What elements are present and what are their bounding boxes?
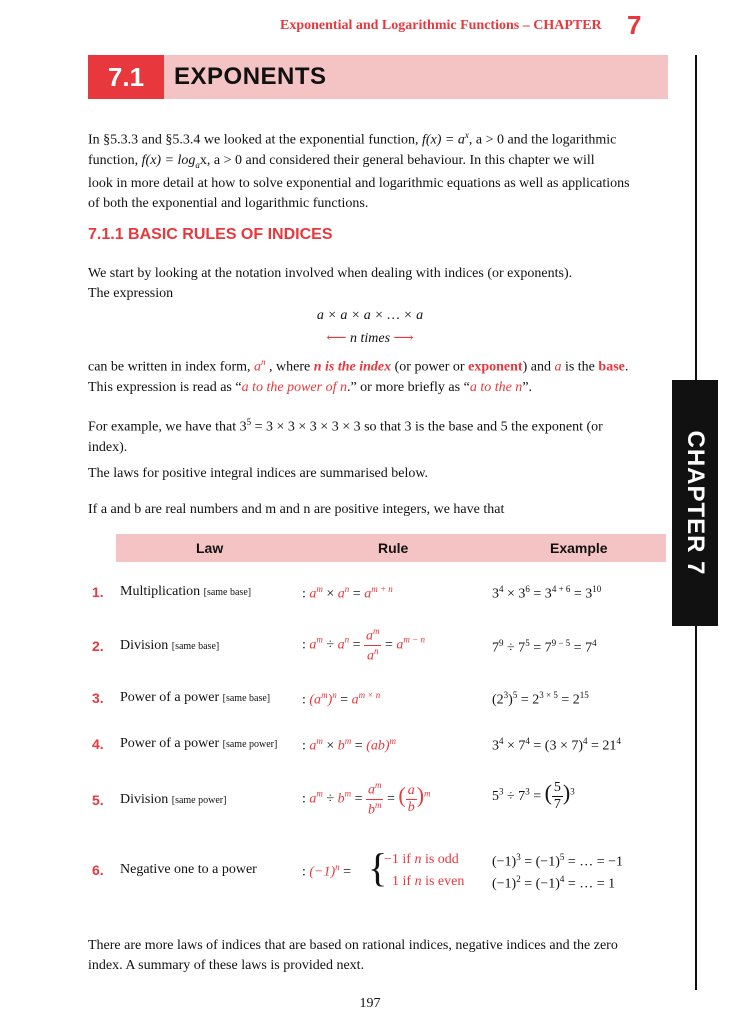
law-rule: : $(a^m)^n = a^{m \times n}$: [302, 690, 381, 708]
closing-paragraph: There are more laws of indices that are based on rational indices, negative indices and the zero index. A summary of these laws is provided next.: [88, 938, 618, 973]
section-number: 7.1: [88, 55, 164, 99]
law-rule: : $a^m \times a^n = a^{m + n}$: [302, 584, 393, 602]
page-number: 197: [359, 996, 381, 1011]
subsection-title: 7.1.1 BASIC RULES OF INDICES: [88, 226, 333, 243]
header-rule: Rule: [378, 540, 409, 556]
row-number: 1.: [92, 584, 104, 600]
index-form-paragraph: can be written in index form, $a^n$ , where n is the index (or power or exponent) and a is the base. This expression is read as “a to the power of n.” or more briefly as “a to the n”.: [88, 357, 629, 395]
table-header: [116, 534, 666, 562]
repeated-product-expression: a × a × a × … × a: [316, 308, 424, 323]
law-rule: : $a^m \div b^m$ = $\frac{a^m}{b^m}$ = ( $\frac{a}{b}$ )$^m$: [302, 780, 431, 818]
law-name: Division [same base]: [120, 638, 220, 653]
header-law: Law: [196, 540, 224, 556]
n-times-label: ⟵ n times ⟶: [326, 331, 414, 346]
piecewise-case-odd: −1 if n is odd: [384, 852, 459, 867]
header-example: Example: [550, 540, 608, 556]
law-example: $7^9 \div 7^5 = 7^{9 - 5} = 7^4$: [492, 638, 597, 656]
row-number: 3.: [92, 690, 104, 706]
running-header: [280, 18, 602, 34]
notation-paragraph: We start by looking at the notation involved when dealing with indices (or exponents). The expression: [88, 266, 573, 301]
law-name: Multiplication [same base]: [120, 584, 252, 599]
row-number: 2.: [92, 638, 104, 654]
chapter-side-tab-label: CHAPTER 7: [682, 430, 709, 576]
laws-intro: The laws for positive integral indices are summarised below.: [88, 466, 429, 481]
law-name: Negative one to a power: [120, 862, 257, 877]
law-example: $(-1)^3 = (-1)^5$ = … = −1: [492, 852, 624, 870]
row-number: 6.: [92, 862, 104, 878]
laws-condition: If a and b are real numbers and m and n are positive integers, we have that: [88, 502, 505, 517]
section-title: EXPONENTS: [174, 63, 327, 90]
law-example: $3^4 \times 3^6 = 3^{4 + 6} = 3^{10}$: [492, 584, 602, 602]
law-rule: : $a^m \times b^m = (ab)^m$: [302, 736, 397, 754]
intro-paragraph: In §5.3.3 and §5.3.4 we looked at the exponential function, $f(x) = a^x$, a > 0 and the logarithmic function, $f(x) = \log_ax$, a > 0 and considered their general behaviour. In this chapter we will look in more detail at how to solve exponential and logarithmic equations as well as applications of both the exponential and logarithmic functions.: [88, 130, 630, 212]
law-example: $3^4 \times 7^4 = (3 \times 7)^4 = 21^4$: [492, 736, 621, 754]
law-example: $(2^3)^5 = 2^{3 \times 5} = 2^{15}$: [492, 690, 589, 708]
row-number: 4.: [92, 736, 104, 752]
law-rule: : $(-1)^n$ =: [302, 862, 352, 880]
law-example: $(-1)^2 = (-1)^4$ = … = 1: [492, 874, 616, 892]
running-header-chapter-number: 7: [627, 10, 642, 40]
law-name: Power of a power [same power]: [120, 736, 278, 751]
row-number: 5.: [92, 792, 104, 808]
example-paragraph: For example, we have that $3^5 = 3 \times 3 \times 3 \times 3 \times 3$ so that 3 is the base and 5 the exponent (or index).: [88, 417, 603, 455]
law-name: Power of a power [same base]: [120, 690, 271, 705]
law-name: Division [same power]: [120, 792, 227, 807]
law-example: $5^3 \div 7^3$ = ( $\frac{5}{7}$ )$^3$: [492, 780, 575, 813]
piecewise-case-even: 1 if n is even: [392, 874, 465, 889]
law-rule: : $a^m \div a^n$ = $\frac{a^m}{a^n}$ = $a^{m - n}$: [302, 626, 425, 664]
piecewise-brace: {: [368, 845, 388, 890]
running-header-title: Exponential and Logarithmic Functions – CHAPTER: [280, 18, 602, 33]
